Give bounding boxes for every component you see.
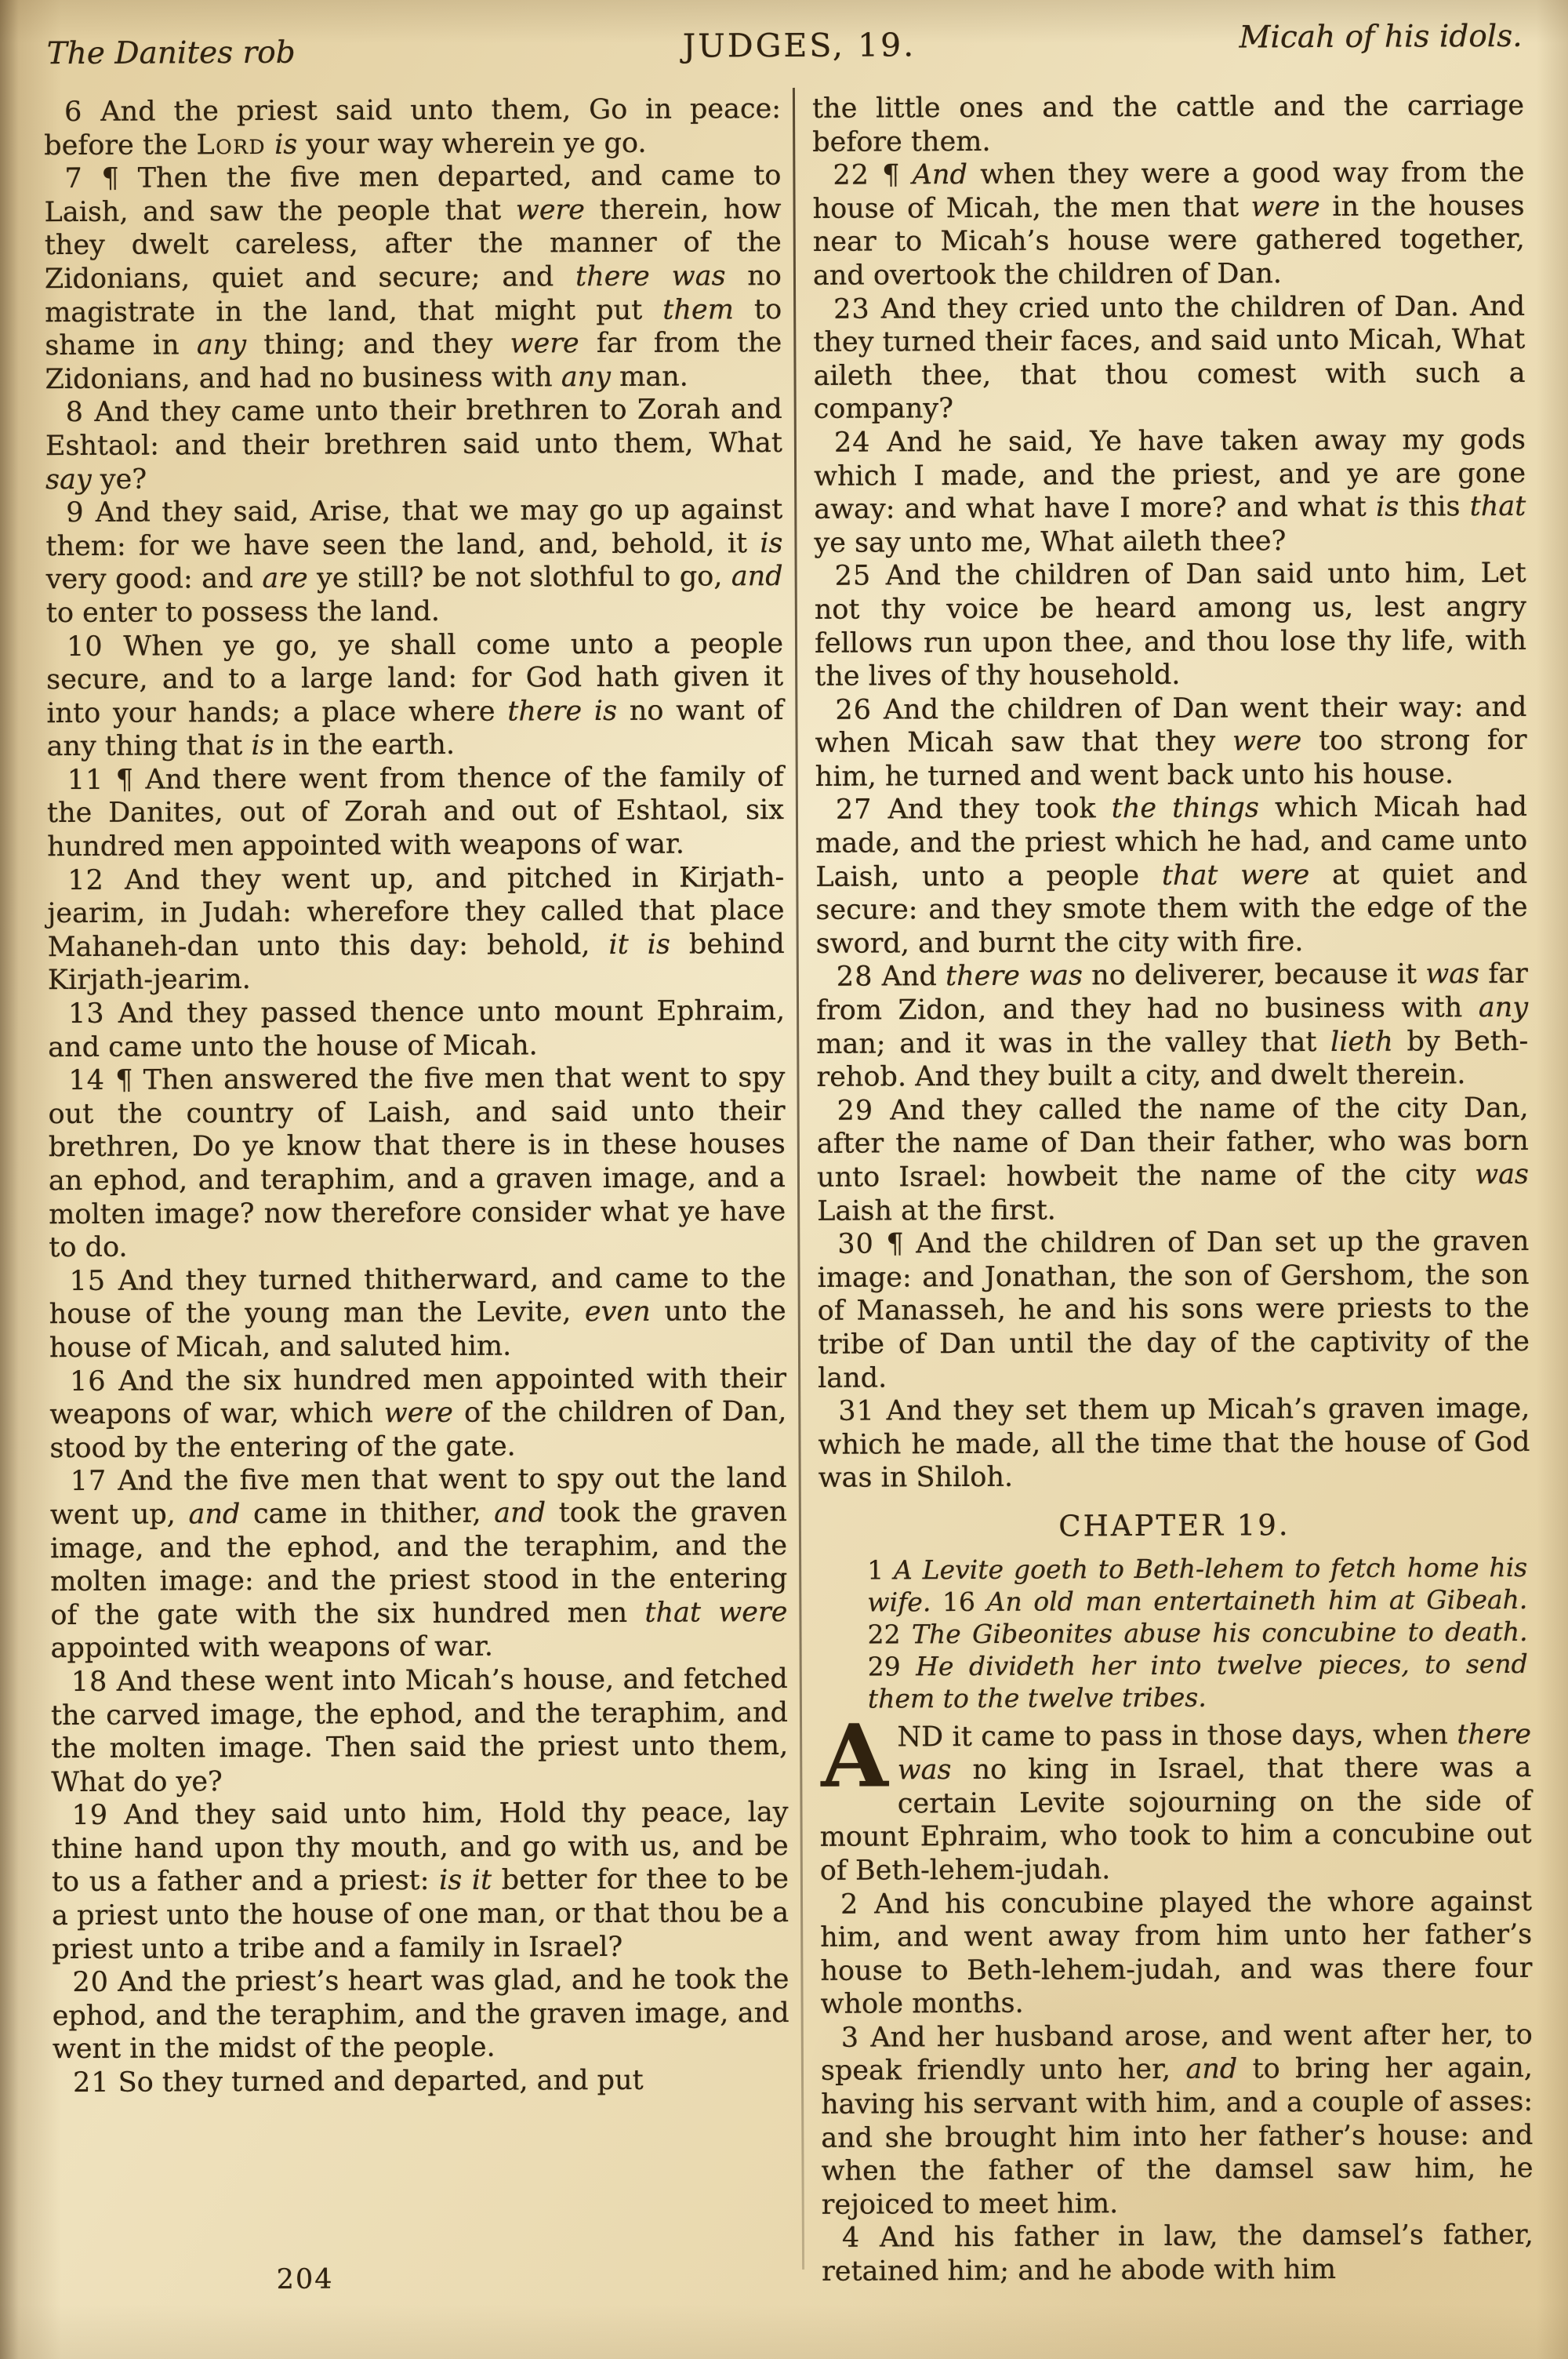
verse-29: 29 And they called the name of the city Dan, after the name of Dan their father, who was born unto Israel: howbeit the name of the city was Laish at the first. — [816, 1092, 1530, 1227]
verse-number: 10 — [66, 631, 103, 663]
verse-number: 2 — [840, 1888, 859, 1921]
drop-cap: A — [820, 1704, 888, 1807]
verse-26: 26 And the children of Dan went their way: and when Micah saw that they were too strong for him, he turned and went back unto his house. — [815, 691, 1527, 793]
verse-18: 18 And these went into Micah’s house, and fetched the carved image, the ephod, and the teraphim, and the molten image. Then said the priest unto them, What do ye? — [50, 1663, 789, 1798]
verse-15: 15 And they turned thitherward, and came to the house of the young man the Levite, even unto the house of Micah, and saluted him. — [49, 1262, 786, 1365]
verse-continuation: the little ones and the cattle and the carriage before them. — [811, 89, 1525, 158]
verse-number: 3 — [840, 2022, 860, 2054]
verse-number: 28 — [836, 961, 873, 994]
verse-number: 15 — [69, 1265, 107, 1297]
running-header — [46, 18, 1523, 72]
verse-number: 25 — [834, 560, 872, 593]
pilcrow-mark: ¶ — [101, 162, 119, 194]
verse-number: 17 — [70, 1466, 107, 1498]
verse-6: 6 And the priest said unto them, Go in peace: before the Lord is your way wherein ye go. — [44, 93, 782, 162]
verse-4: 4 And his father in law, the damsel’s father, retained him; and he abode with him — [821, 2219, 1534, 2288]
verse-number: 21 — [72, 2066, 110, 2099]
verse-number: 30 — [837, 1228, 874, 1260]
verse-1: AND it came to pass in those days, when there was no king in Israel, that there was a certain Levite sojourning on the side of mount Ephraim, who took to him a concubine out of Beth-lehem-judah. — [819, 1704, 1532, 1887]
verse-19: 19 And they said unto him, Hold thy peace, lay thine hand upon thy mouth, and go with us, and be to us a father and a priest: is it better for thee to be a priest unto the house of one man, or that thou be a priest unto a tribe and a family in Israel? — [51, 1797, 789, 1965]
verse-number: 20 — [72, 1967, 110, 1999]
verse-12: 12 And they went up, and pitched in Kirjath-jearim, in Judah: wherefore they called that place Mahaneh-dan unto this day: behold, it is behind Kirjath-jearim. — [47, 861, 785, 997]
verse-22: 22 ¶ And when they were a good way from the house of Micah, the men that were in the houses near to Micah’s house were gathered together, and overtook the children of Dan. — [812, 157, 1525, 292]
pilcrow-mark: ¶ — [886, 1228, 904, 1260]
verse-2: 2 And his concubine played the whore against him, and went away from him unto her father’s house to Beth-lehem-judah, and was there four whole months. — [820, 1885, 1533, 2021]
verse-number: 18 — [71, 1666, 108, 1698]
pilcrow-mark: ¶ — [115, 764, 134, 796]
verse-number: 8 — [65, 397, 85, 429]
verse-number: 9 — [66, 497, 85, 529]
verse-11: 11 ¶ And there went from thence of the family of the Danites, out of Zorah and out of Eshtaol, six hundred men appointed with weapons of war. — [46, 761, 785, 863]
verse-number: 16 — [70, 1365, 107, 1398]
verse-30: 30 ¶ And the children of Dan set up the graven image: and Jonathan, the son of Gershom, the son of Manasseh, he and his sons were priests to the tribe of Dan until the day of the captivity of the land. — [817, 1226, 1530, 1394]
verse-number: 31 — [838, 1395, 875, 1427]
right-column — [812, 89, 1534, 2289]
verse-number: 7 — [64, 163, 83, 195]
verse-9: 9 And they said, Arise, that we may go up against them: for we have seen the land, and, behold, it is very good: and are ye still? be not slothful to go, and to enter to possess the land. — [45, 494, 783, 630]
verse-number: 4 — [841, 2223, 861, 2255]
chapter19-verses — [819, 1704, 1534, 2288]
running-head-title: JUDGES, 19. — [682, 26, 916, 65]
chapter18-verses-continued — [812, 89, 1530, 1496]
left-column — [44, 93, 789, 2100]
chapter-heading: CHAPTER 19. — [1058, 1508, 1290, 1543]
verse-31: 31 And they set them up Micah’s graven image, which he made, all the time that the house of God was in Shiloh. — [818, 1393, 1530, 1495]
verse-28: 28 And there was no deliverer, because it was far from Zidon, and they had no business with any man; and it was in the valley that lieth by Beth-rehob. And they built a city, and dwelt therein. — [815, 958, 1529, 1094]
verse-number: 26 — [835, 694, 873, 726]
verse-number: 14 — [68, 1064, 106, 1097]
verse-10: 10 When ye go, ye shall come unto a people secure, and to a large land: for God hath given it into your hands; a place where there is no want of any thing that is in the earth. — [46, 627, 784, 763]
verse-23: 23 And they cried unto the children of Dan. And they turned their faces, and said unto Micah, What aileth thee, that thou comest with such a company? — [813, 290, 1526, 426]
verse-17: 17 And the five men that went to spy out the land went up, and came in thither, and took the graven image, and the ephod, and the teraphim, and the molten image: and the priest stood in the entering of the gate with the six hundred men that were appointed with weapons of war. — [49, 1463, 788, 1665]
chapter-summary: 1 A Levite goeth to Beth-lehem to fetch home his wife. 16 An old man entertaineth him at Gibeah. 22 The Gibeonites abuse his concubine to death. 29 He divideth her into twelve pieces, to send them to the twelve tribes. — [867, 1551, 1528, 1714]
verse-number: 27 — [835, 794, 873, 827]
verse-8: 8 And they came unto their brethren to Zorah and Eshtaol: and their brethren said unto them, What say ye? — [45, 394, 782, 496]
verse-number: 13 — [67, 998, 105, 1030]
verse-number: 22 — [833, 159, 870, 191]
running-head-left: The Danites rob — [46, 35, 296, 72]
verse-27: 27 And they took the things which Micah had made, and the priest which he had, and came unto Laish, unto a people that were at quiet and secure: and they smote them with the edge of the sword, and burnt the city with fire. — [815, 791, 1528, 960]
verse-14: 14 ¶ Then answered the five men that went to spy out the country of Laish, and said unto their brethren, Do ye know that there is in these houses an ephod, and teraphim, and a graven image, and a molten image? now therefore consider what ye have to do. — [48, 1062, 786, 1264]
verse-13: 13 And they passed thence unto mount Ephraim, and came unto the house of Micah. — [48, 995, 786, 1063]
verse-7: 7 ¶ Then the five men departed, and came to Laish, and saw the people that were therein, how they dwelt careless, after the manner of the Zidonians, quiet and secure; and there was no magistrate in the land, that might put them to shame in any thing; and they were far from the Zidonians, and had no business with any man. — [44, 160, 782, 395]
verse-16: 16 And the six hundred men appointed with their weapons of war, which were of the children of Dan, stood by the entering of the gate. — [49, 1362, 787, 1464]
verse-number: 6 — [64, 96, 83, 128]
small-caps-lord: Lord — [196, 129, 267, 161]
verse-number: 24 — [833, 427, 871, 459]
column-divider-rule — [793, 88, 804, 2270]
verse-21: 21 So they turned and departed, and put — [72, 2064, 644, 2099]
page-number: 204 — [276, 2263, 334, 2295]
verse-number: 12 — [67, 864, 104, 896]
verse-number: 29 — [837, 1095, 874, 1127]
pilcrow-mark: ¶ — [882, 159, 900, 191]
verse-3: 3 And her husband arose, and went after her, to speak friendly unto her, and to bring her again, having his servant with him, and a couple of asses: and she brought him into her father’s house: and when the father of the damsel saw him, he rejoiced to meet him. — [820, 2019, 1534, 2221]
verse-number: 23 — [833, 293, 870, 325]
verse-24: 24 And he said, Ye have taken away my gods which I made, and the priest, and ye are gone away: and what have I more? and what is this that ye say unto me, What aileth thee? — [814, 423, 1526, 559]
verse-20: 20 And the priest’s heart was glad, and he took the ephod, and the teraphim, and the graven image, and went in the midst of the people. — [52, 1964, 789, 2066]
verse-25: 25 And the children of Dan said unto him, Let not thy voice be heard among us, lest angry fellows run upon thee, and thou lose thy life, with the lives of thy household. — [814, 558, 1527, 692]
verse-number: 19 — [71, 1800, 109, 1832]
running-head-right: Micah of his idols. — [1239, 18, 1523, 56]
verse-number: 11 — [67, 764, 104, 796]
pilcrow-mark: ¶ — [115, 1064, 133, 1096]
